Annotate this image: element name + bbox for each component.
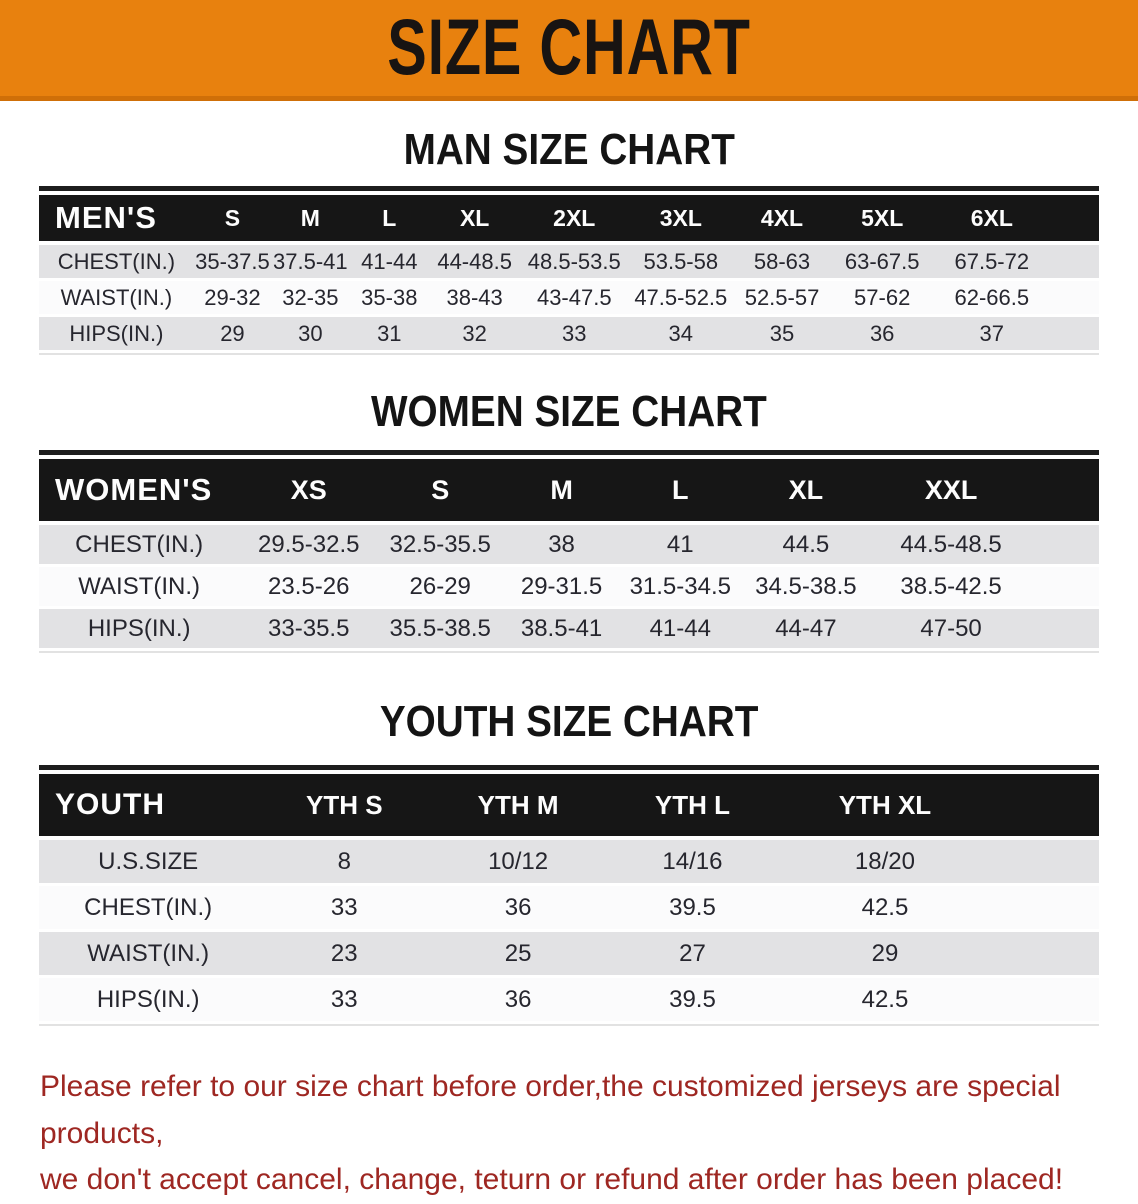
table-cell: 14/16 <box>605 840 780 886</box>
table-cell: 52.5-57 <box>733 281 831 317</box>
men-table-top-rule <box>39 186 1099 191</box>
column-header: YTH S <box>257 774 431 840</box>
youth-section-title <box>0 699 1138 745</box>
column-header: S <box>378 459 502 525</box>
men-section-title <box>0 127 1138 173</box>
table-cell: 23.5-26 <box>239 567 378 609</box>
table-row <box>39 525 1099 567</box>
table-row <box>39 567 1099 609</box>
table-cell: 63-67.5 <box>831 245 934 281</box>
youth-table-top-rule <box>39 765 1099 770</box>
table-cell: 33-35.5 <box>239 609 378 651</box>
table-cell: 47-50 <box>872 609 1099 651</box>
table-cell: 23 <box>257 932 431 978</box>
women-size-table <box>39 459 1099 651</box>
table-cell: 41 <box>621 525 740 567</box>
table-cell: 43-47.5 <box>520 281 628 317</box>
table-cell: 10/12 <box>431 840 605 886</box>
column-header: 3XL <box>628 195 733 245</box>
table-row <box>39 281 1099 317</box>
table-cell: 29 <box>780 932 1099 978</box>
table-row <box>39 978 1099 1024</box>
women-table-top-rule <box>39 450 1099 455</box>
table-cell: 44-47 <box>740 609 873 651</box>
row-label: HIPS(IN.) <box>39 317 194 353</box>
table-cell: 29-31.5 <box>502 567 621 609</box>
table-cell: 27 <box>605 932 780 978</box>
header-row <box>39 195 1099 245</box>
table-title-cell: WOMEN'S <box>39 459 239 525</box>
men-size-table <box>39 195 1099 353</box>
column-header: YTH M <box>431 774 605 840</box>
table-cell: 67.5-72 <box>934 245 1099 281</box>
women-size-section <box>0 389 1138 651</box>
row-label: WAIST(IN.) <box>39 567 239 609</box>
disclaimer-line2: we don't accept cancel, change, teturn or refund after order has been placed! <box>40 1163 1064 1196</box>
banner-title: SIZE CHART <box>387 3 751 92</box>
table-cell: 32.5-35.5 <box>378 525 502 567</box>
banner <box>0 0 1138 101</box>
table-cell: 29 <box>194 317 271 353</box>
table-cell: 42.5 <box>780 978 1099 1024</box>
table-cell: 18/20 <box>780 840 1099 886</box>
table-cell: 33 <box>257 978 431 1024</box>
row-label: CHEST(IN.) <box>39 886 257 932</box>
disclaimer <box>40 1064 1100 1204</box>
table-row <box>39 932 1099 978</box>
column-header: XL <box>429 195 520 245</box>
table-cell: 25 <box>431 932 605 978</box>
table-row <box>39 609 1099 651</box>
table-cell: 48.5-53.5 <box>520 245 628 281</box>
table-cell: 42.5 <box>780 886 1099 932</box>
table-cell: 34.5-38.5 <box>740 567 873 609</box>
table-cell: 26-29 <box>378 567 502 609</box>
table-cell: 41-44 <box>350 245 430 281</box>
column-header: 6XL <box>934 195 1099 245</box>
table-cell: 29-32 <box>194 281 271 317</box>
table-row <box>39 840 1099 886</box>
table-cell: 38-43 <box>429 281 520 317</box>
column-header: XS <box>239 459 378 525</box>
table-cell: 38.5-41 <box>502 609 621 651</box>
youth-table-wrap <box>39 765 1099 1024</box>
table-title-cell: YOUTH <box>39 774 257 840</box>
column-header: 4XL <box>733 195 831 245</box>
table-cell: 39.5 <box>605 886 780 932</box>
table-cell: 34 <box>628 317 733 353</box>
table-cell: 31 <box>350 317 430 353</box>
row-label: WAIST(IN.) <box>39 281 194 317</box>
column-header: M <box>271 195 349 245</box>
table-cell: 31.5-34.5 <box>621 567 740 609</box>
column-header: YTH L <box>605 774 780 840</box>
table-cell: 53.5-58 <box>628 245 733 281</box>
column-header: 5XL <box>831 195 934 245</box>
table-cell: 36 <box>831 317 934 353</box>
table-cell: 32 <box>429 317 520 353</box>
table-cell: 44-48.5 <box>429 245 520 281</box>
row-label: HIPS(IN.) <box>39 978 257 1024</box>
column-header: XL <box>740 459 873 525</box>
youth-size-table <box>39 774 1099 1024</box>
table-cell: 57-62 <box>831 281 934 317</box>
table-cell: 47.5-52.5 <box>628 281 733 317</box>
column-header: M <box>502 459 621 525</box>
women-section-title-text: WOMEN SIZE CHART <box>371 387 767 436</box>
table-cell: 32-35 <box>271 281 349 317</box>
row-label: CHEST(IN.) <box>39 525 239 567</box>
row-label: WAIST(IN.) <box>39 932 257 978</box>
table-cell: 44.5 <box>740 525 873 567</box>
table-cell: 35.5-38.5 <box>378 609 502 651</box>
column-header: L <box>621 459 740 525</box>
table-cell: 33 <box>520 317 628 353</box>
table-cell: 8 <box>257 840 431 886</box>
table-row <box>39 245 1099 281</box>
table-cell: 33 <box>257 886 431 932</box>
table-cell: 38 <box>502 525 621 567</box>
disclaimer-line1: Please refer to our size chart before order,the customized jerseys are special products, <box>40 1070 1061 1150</box>
row-label: CHEST(IN.) <box>39 245 194 281</box>
women-section-title <box>0 389 1138 435</box>
table-cell: 44.5-48.5 <box>872 525 1099 567</box>
table-title-cell: MEN'S <box>39 195 194 245</box>
table-row <box>39 317 1099 353</box>
column-header: YTH XL <box>780 774 1099 840</box>
table-cell: 62-66.5 <box>934 281 1099 317</box>
row-label: HIPS(IN.) <box>39 609 239 651</box>
table-cell: 29.5-32.5 <box>239 525 378 567</box>
men-table-wrap <box>39 186 1099 353</box>
row-label: U.S.SIZE <box>39 840 257 886</box>
men-size-section <box>0 127 1138 353</box>
table-cell: 30 <box>271 317 349 353</box>
column-header: XXL <box>872 459 1099 525</box>
column-header: 2XL <box>520 195 628 245</box>
men-section-title-text: MAN SIZE CHART <box>403 125 735 174</box>
table-cell: 41-44 <box>621 609 740 651</box>
table-cell: 39.5 <box>605 978 780 1024</box>
table-cell: 58-63 <box>733 245 831 281</box>
youth-size-section <box>0 699 1138 1024</box>
table-cell: 35 <box>733 317 831 353</box>
table-row <box>39 886 1099 932</box>
table-cell: 35-38 <box>350 281 430 317</box>
header-row <box>39 459 1099 525</box>
table-cell: 37.5-41 <box>271 245 349 281</box>
table-cell: 35-37.5 <box>194 245 271 281</box>
table-cell: 37 <box>934 317 1099 353</box>
table-cell: 36 <box>431 978 605 1024</box>
column-header: S <box>194 195 271 245</box>
women-table-wrap <box>39 450 1099 651</box>
youth-section-title-text: YOUTH SIZE CHART <box>379 697 759 746</box>
table-cell: 36 <box>431 886 605 932</box>
table-cell: 38.5-42.5 <box>872 567 1099 609</box>
column-header: L <box>350 195 430 245</box>
header-row <box>39 774 1099 840</box>
